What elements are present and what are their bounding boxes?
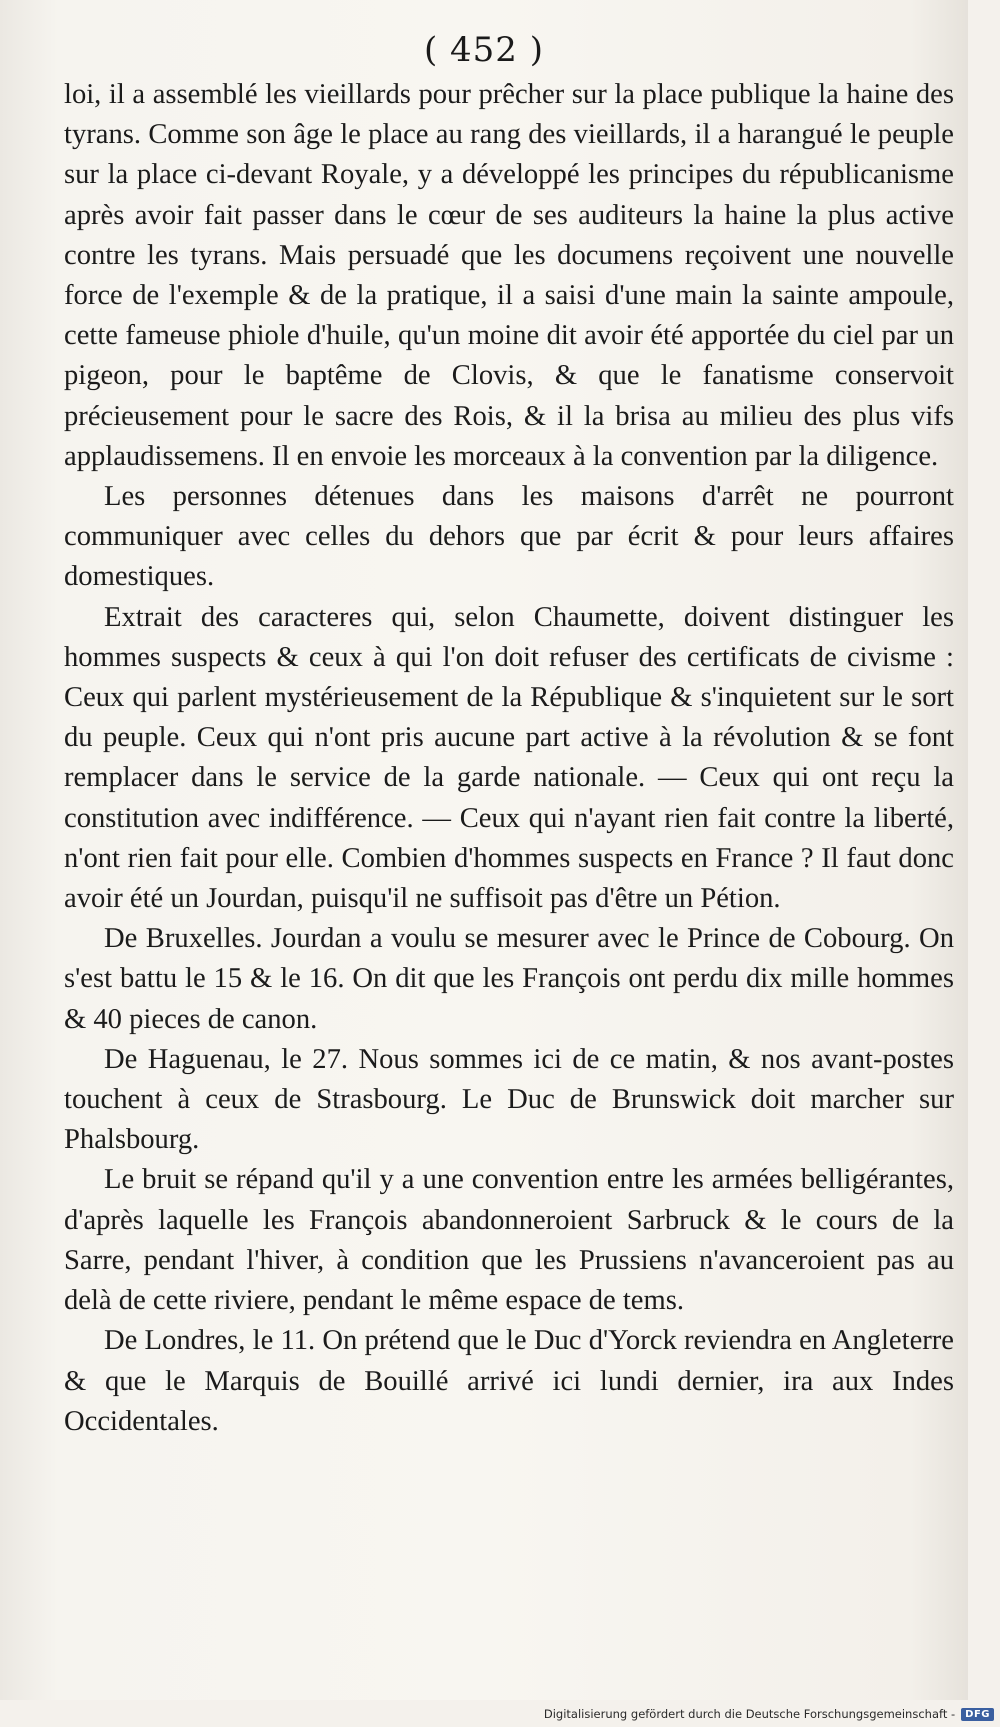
dfg-logo: DFG <box>961 1708 994 1721</box>
credit-text: Digitalisierung gefördert durch die Deutsche Forschungsgemeinschaft - <box>543 1707 956 1721</box>
article-body <box>64 75 954 1442</box>
digitization-credit <box>544 1707 994 1721</box>
page-number: ( 452 ) <box>423 30 545 70</box>
paragraph: De Bruxelles. Jourdan a voulu se mesurer avec le Prince de Cobourg. On s'est battu le 15 & le 16. On dit que les François ont perdu dix mille hommes & 40 pieces de canon. <box>64 923 954 1035</box>
paragraph: De Londres, le 11. On prétend que le Duc d'Yorck reviendra en Angleterre & que le Marquis de Bouillé arrivé ici lundi dernier, ira aux Indes Occidentales. <box>64 1325 954 1437</box>
paragraph: Extrait des caracteres qui, selon Chaumette, doivent distinguer les hommes suspects & ceux à qui l'on doit refuser des certificats de civisme : Ceux qui parlent mystérieusement de la République & s'inquietent sur le sort du peuple. Ceux qui n'ont pris aucune part active à la révolution & se font remplacer dans le service de la garde nationale. — Ceux qui ont reçu la constitution avec indifférence. — Ceux qui n'ayant rien fait contre la liberté, n'ont rien fait pour elle. Combien d'hommes suspects en France ? Il faut donc avoir été un Jourdan, puisqu'il ne suffisoit pas d'être un Pétion. <box>64 601 954 915</box>
paragraph: De Haguenau, le 27. Nous sommes ici de ce matin, & nos avant-postes touchent à ceux de Strasbourg. Le Duc de Brunswick doit marcher sur Phalsbourg. <box>64 1043 954 1156</box>
paragraph: loi, il a assemblé les vieillards pour prêcher sur la place publique la haine des tyrans. Comme son âge le place au rang des vieillards, il a harangué le peuple sur la place ci-devant Royale, y a développé les principes du républicanisme après avoir fait passer dans le cœur de ses auditeurs la haine la plus active contre les tyrans. Mais persuadé que les documens reçoivent une nouvelle force de l'exemple & de la pratique, il a saisi d'une main la sainte ampoule, cette fameuse phiole d'huile, qu'un moine dit avoir été apportée du ciel par un pigeon, pour le baptême de Clovis, & que le fanatisme conservoit précieusement pour le sacre des Rois, & il la brisa au milieu des plus vifs applaudissemens. Il en envoie les morceaux à la convention par la diligence. <box>64 79 954 472</box>
paragraph: Le bruit se répand qu'il y a une convention entre les armées belligérantes, d'après laquelle les François abandonneroient Sarbruck & le cours de la Sarre, pendant l'hiver, à condition que les Prussiens n'avanceroient pas au delà de cette riviere, pendant le même espace de tems. <box>64 1164 954 1317</box>
paragraph: Les personnes détenues dans les maisons d'arrêt ne pourront communiquer avec celles du dehors que par écrit & pour leurs affaires domestiques. <box>64 481 954 593</box>
